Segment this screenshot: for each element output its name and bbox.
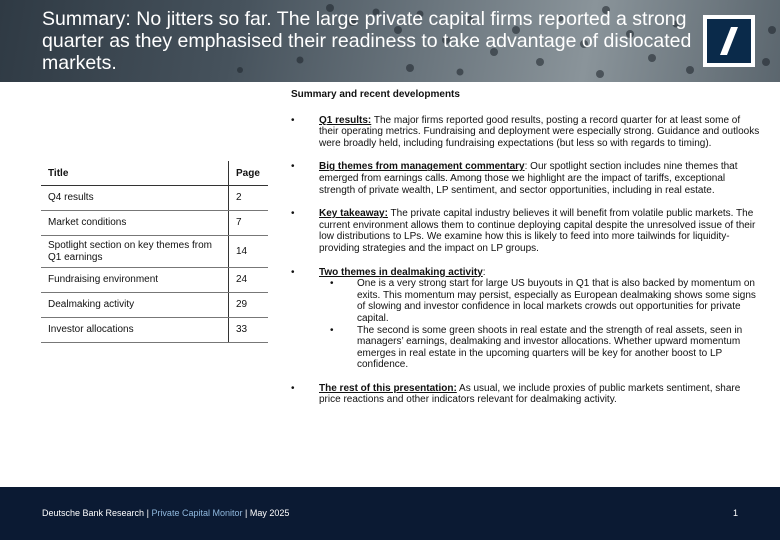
bullet-text: : — [482, 266, 486, 278]
bullet-icon: • — [291, 161, 295, 173]
section-heading: Summary and recent developments — [291, 89, 460, 100]
bullet-lead: Key takeaway: — [319, 208, 388, 220]
bullet-icon: • — [291, 382, 295, 394]
contents-title-header: Title — [41, 161, 229, 186]
page-number: 1 — [732, 508, 738, 518]
contents-title-cell: Spotlight section on key themes from Q1 earnings — [41, 236, 229, 268]
footer-separator: | — [146, 508, 149, 518]
bullet-lead: Big themes from management commentary — [319, 161, 525, 173]
sub-bullet-text: The second is some green shoots in real estate and the strength of real assets, seen in managers’ earnings, dealmaking and investor allocations. Whether upward momentum emerges in real estate in the upcoming quarters will be key for another boost to LP confidence. — [357, 324, 743, 371]
table-row — [41, 318, 268, 343]
table-row — [41, 186, 268, 211]
contents-page-cell: 2 — [229, 186, 269, 211]
bullet-lead: Two themes in dealmaking activity — [319, 266, 483, 278]
summary-section — [291, 89, 761, 418]
sub-bullet-item — [319, 278, 761, 324]
footer-credits — [42, 508, 289, 518]
sub-bullet-item — [319, 325, 761, 371]
table-row — [41, 236, 268, 268]
bullet-text: As usual, we include proxies of public markets sentiment, share price reactions and other indicators relevant for dealmaking activity. — [319, 382, 741, 406]
contents-title-cell: Dealmaking activity — [41, 293, 229, 318]
contents-title-cell: Market conditions — [41, 211, 229, 236]
header-banner — [0, 0, 780, 82]
footer-publication: Private Capital Monitor — [151, 508, 243, 518]
table-row — [41, 211, 268, 236]
bullet-icon: • — [291, 208, 295, 220]
contents-page-cell: 7 — [229, 211, 269, 236]
slash-logo-icon — [707, 19, 751, 63]
bullet-item — [291, 383, 761, 406]
page-title: Summary: No jitters so far. The large private capital firms reported a strong quarter as they emphasised their readiness to take advantage of dislocated markets. — [42, 8, 692, 74]
footer-date: May 2025 — [249, 508, 290, 518]
deutsche-bank-logo — [703, 15, 755, 67]
contents-table — [41, 161, 268, 343]
contents-header-row — [41, 161, 268, 186]
bullet-icon: • — [330, 324, 334, 336]
contents-title-cell: Investor allocations — [41, 318, 229, 343]
contents-page-cell: 29 — [229, 293, 269, 318]
bullet-item — [291, 267, 761, 371]
footer-bar — [0, 487, 780, 540]
footer-separator: | — [245, 508, 248, 518]
contents-page-header: Page — [229, 161, 269, 186]
bullet-item — [291, 208, 761, 254]
contents-page-cell: 14 — [229, 236, 269, 268]
contents-page-cell: 33 — [229, 318, 269, 343]
bullet-item — [291, 161, 761, 196]
contents-title-cell: Fundraising environment — [41, 268, 229, 293]
bullet-lead: The rest of this presentation: — [319, 382, 457, 394]
bullet-text: The private capital industry believes it will benefit from volatile public markets. The current environment allows them to continue deploying capital despite the unresolved issue of their low distributions to LPs. We examine how this is likely to feed into more tailwinds for liquidity-providing strategies and the impact on LP groups. — [319, 208, 756, 254]
bullet-text: The major firms reported good results, posting a record quarter for at least some of their operating metrics. Fundraising and deployment were especially strong. Guidance and outlooks were broadly held, including fundraising expectations (but less so with regards to timing). — [319, 114, 760, 149]
bullet-icon: • — [291, 114, 295, 126]
table-row — [41, 268, 268, 293]
bullet-icon: • — [291, 266, 295, 278]
bullet-lead: Q1 results: — [319, 114, 372, 126]
contents-page-cell: 24 — [229, 268, 269, 293]
bullet-icon: • — [330, 278, 334, 290]
footer-org: Deutsche Bank Research — [42, 508, 145, 518]
contents-title-cell: Q4 results — [41, 186, 229, 211]
sub-bullet-text: One is a very strong start for large US buyouts in Q1 that is also backed by momentum on exits. This momentum may persist, especially as European dealmaking shows some signs of slowing and investor confidence in local markets crowds out opportunities for private capital. — [357, 278, 756, 324]
table-row — [41, 293, 268, 318]
bullet-item — [291, 115, 761, 150]
bullet-text: : Our spotlight section includes nine themes that emerged from earnings calls. Among those we highlight are the impact of tariffs, exceptional strength of private wealth, LP sentiment, and sector opportunities, including in real estate. — [319, 161, 738, 196]
